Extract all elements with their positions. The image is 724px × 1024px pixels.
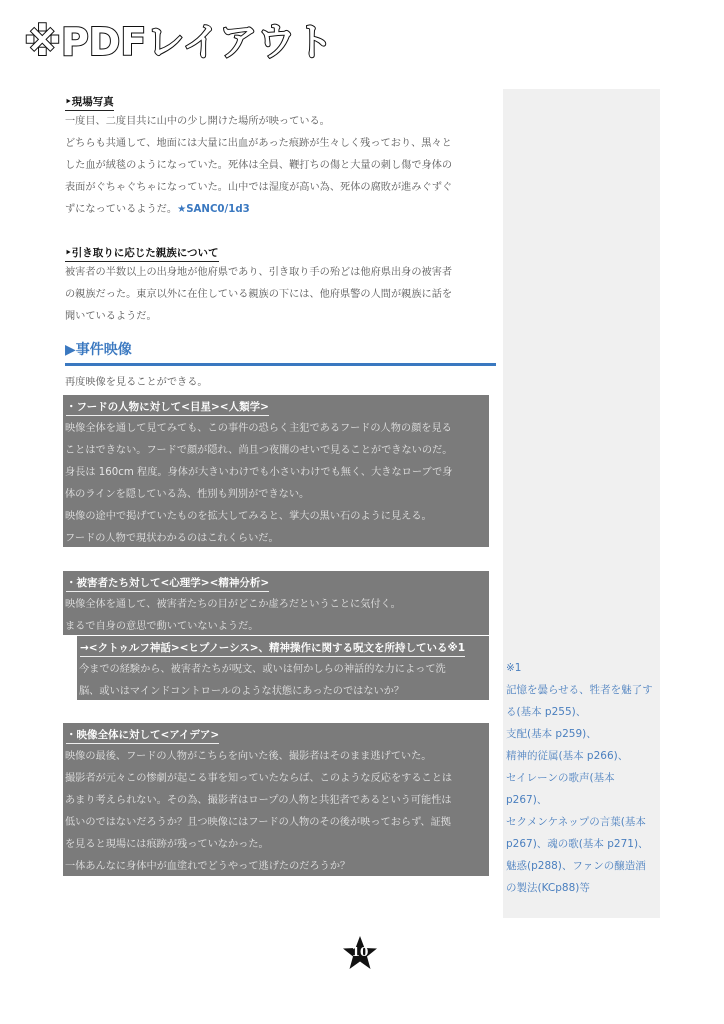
box-line: を見ると現場には痕跡が残っていなかった。 xyxy=(65,839,269,850)
note-line: セイレーンの歌声(基本 xyxy=(506,772,615,784)
box-line: 映像の途中で掲げていたものを拡大してみると、掌大の黒い石のように見える。 xyxy=(65,511,432,522)
paragraph-line: どちらも共通して、地面には大量に出血があった痕跡が生々しく残っており、黒々と xyxy=(65,138,452,149)
paragraph-line xyxy=(65,199,495,221)
box-line: 映像全体を通して、被害者たちの目がどこか虚ろだということに気付く。 xyxy=(65,599,401,610)
box-line: 今までの経験から、被害者たちが呪文、或いは何かしらの神話的な力によって洗 xyxy=(79,664,446,675)
box-line: 映像全体を通して見てみても、この事件の恐らく主犯であるフードの人物の顔を見る xyxy=(65,423,452,434)
note-line: 精神的従属(基本 p266)、 xyxy=(506,750,629,762)
info-box-whole-video xyxy=(63,723,489,876)
scene-photo-heading: ‣現場写真 xyxy=(65,95,114,111)
note-line: る(基本 p255)、 xyxy=(506,706,587,718)
info-box-victims-sub xyxy=(77,636,489,700)
box-line: ことはできない。フードで顔が隠れ、尚且つ夜闇のせいで見ることができないのだ。 xyxy=(65,445,453,456)
paragraph-line: 表面がぐちゃぐちゃになっていた。山中では湿度が高い為、死体の腐敗が進みぐずぐ xyxy=(65,182,453,193)
sidebar-note xyxy=(506,657,658,899)
note-line: の製法(KCp88)等 xyxy=(506,882,590,894)
page-number: 10 xyxy=(351,945,369,959)
paragraph-text: ずになっているようだ。 xyxy=(65,204,178,215)
note-line: ※1 xyxy=(506,662,522,674)
box-line: まるで自身の意思で動いていないようだ。 xyxy=(65,621,259,632)
note-line: セクメンケネップの言葉(基本 xyxy=(506,816,646,828)
sanity-check-label: ★SANC0/1d3 xyxy=(177,204,250,215)
box-line: 撮影者が元々この惨劇が起こる事を知っていたならば、このような反応をすることは xyxy=(65,773,453,784)
box-line: フードの人物で現状わかるのはこれくらいだ。 xyxy=(65,533,279,544)
note-line: p267)、 xyxy=(506,794,548,806)
box-line: 低いのではないだろうか？且つ映像にはフードの人物のその後が映っておらず、証拠 xyxy=(65,817,451,828)
box-line: 体のラインを隠している為、性別も判別ができない。 xyxy=(65,489,310,500)
note-line: p267)、魂の歌(基本 p271)、 xyxy=(506,838,649,850)
box-line: 脳、或いはマインドコントロールのような状態にあったのではないか？ xyxy=(79,686,405,697)
note-line: 魅惑(p288)、ファンの醸造酒 xyxy=(506,860,646,872)
box-heading: ・被害者たち対して<心理学><精神分析> xyxy=(66,576,269,592)
paragraph-line: 聞いているようだ。 xyxy=(65,311,157,322)
box-heading: ・映像全体に対して<アイデア> xyxy=(66,728,219,744)
paragraph-line: した血が絨毯のようになっていた。死体は全員、鞭打ちの傷と大量の刺し傷で身体の xyxy=(65,160,453,171)
box-line: 身長は 160cm 程度。身体が大きいわけでも小さいわけでも無く、大きなローブで身 xyxy=(65,467,453,478)
incident-video-intro: 再度映像を見ることができる。 xyxy=(65,377,208,388)
box-line: 映像の最後、フードの人物がこちらを向いた後、撮影者はそのまま逃げていた。 xyxy=(65,751,432,762)
box-line: あまり考えられない。その為、撮影者はロープの人物と共犯者であるという可能性は xyxy=(65,795,452,806)
paragraph-line: 被害者の半数以上の出身地が他府県であり、引き取り手の殆どは他府県出身の被害者 xyxy=(65,267,453,278)
box-line: 一体あんなに身体中が血塗れでどうやって逃げたのだろうか？ xyxy=(65,861,351,872)
info-box-hooded-figure xyxy=(63,395,489,547)
box-subheading: →<クトゥルフ神話><ヒプノーシス>、精神操作に関する呪文を所持している※1 xyxy=(80,641,465,657)
box-heading: ・フードの人物に対して<目星><人類学> xyxy=(66,400,269,416)
page-title: ※PDFレイアウト xyxy=(24,20,334,64)
note-line: 記憶を曇らせる、牲者を魅了す xyxy=(506,684,653,696)
paragraph-line: 一度目、二度目共に山中の少し開けた場所が映っている。 xyxy=(65,116,330,127)
incident-video-heading: ▶事件映像 xyxy=(65,340,496,366)
note-line: 支配(基本 p259)、 xyxy=(506,728,597,740)
relatives-heading: ‣引き取りに応じた親族について xyxy=(65,246,219,262)
scene-photo-section xyxy=(65,90,495,328)
paragraph-line: の親族だった。東京以外に在住している親族の下には、他府県警の人間が親族に話を xyxy=(65,289,453,300)
info-box-victims xyxy=(63,571,489,635)
